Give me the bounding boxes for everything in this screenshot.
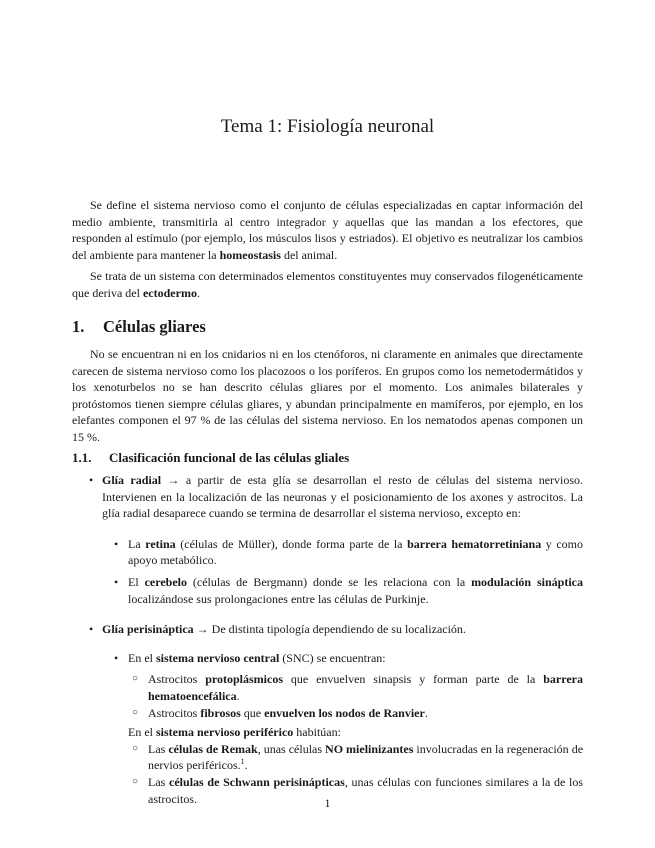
bullet-icon: • [89, 473, 94, 487]
bold-term: envuelven los nodos de Ranvier [264, 705, 425, 720]
text-run: a partir de esta glía se desarrollan el resto de células del sistema nervioso. Intervienen en la localización de las neuronas y el posicionamiento de los axones y astrocitos. La glía radial desaparece cuando se termina de desarrollar el sistema nervioso, excepto en: [102, 473, 584, 521]
text-run: Se trata de un sistema con determinados elementos constituyentes muy conservados filogenéticamente que deriva del [72, 269, 583, 300]
intro-paragraph-2 [72, 268, 583, 301]
circle-bullet-icon: ○ [132, 706, 139, 718]
text-run: (células de Bergmann) donde se les relaciona con la [187, 574, 472, 589]
text-run: involucradas en la regeneración de nervios periféricos. [148, 741, 584, 773]
text-run: del animal. [280, 247, 338, 262]
list-item-retina [102, 536, 583, 569]
bold-term: Glía radial [102, 473, 162, 487]
text-run: localizándose sus prolongaciones entre las células de Purkinje. [128, 591, 429, 606]
bold-term: sistema nervioso central [156, 650, 280, 665]
text-run: que [240, 705, 265, 720]
list-item-astrocitos-fibrosos [128, 705, 583, 722]
bullet-icon: • [114, 650, 119, 665]
list-item-radial [72, 472, 583, 522]
section-number: 1. [72, 317, 85, 336]
bold-term: modulación sináptica [471, 574, 583, 589]
text-run: (células de Müller), donde forma parte de la [175, 536, 408, 551]
text-run: , unas células con funciones similares a la de los astrocitos. [148, 774, 583, 806]
bullet-icon: • [114, 574, 119, 589]
subsection-number: 1.1. [72, 450, 92, 465]
bold-term: cerebelo [144, 574, 187, 589]
text-run: Astrocitos [148, 672, 206, 687]
text-run: . [424, 705, 428, 720]
bullet-icon: • [114, 536, 119, 551]
text-run: (SNC) se encuentran: [279, 650, 386, 665]
document-title: Tema 1: Fisiología neuronal [220, 116, 435, 137]
text-run: La [128, 536, 146, 551]
bold-term: homeostasis [219, 247, 281, 262]
bold-term: retina [145, 536, 176, 551]
bold-term: barrera hematorretiniana [407, 536, 542, 551]
intro-paragraph-1 [72, 197, 583, 263]
list-item-perisinaptica [72, 621, 583, 638]
text-run: . [196, 285, 200, 300]
list-item-remak [128, 741, 583, 774]
classification-list [72, 472, 583, 807]
text-run: De distinta tipología dependiendo de su localización. [208, 622, 466, 637]
bold-term: células de Remak [168, 741, 258, 756]
text-run: En el [128, 725, 156, 740]
text-run: Las [148, 774, 170, 789]
snp-intro-line [128, 724, 583, 741]
page-number: 1 [324, 796, 331, 810]
list-item-astrocitos-protoplasmicos [128, 671, 583, 704]
circle-bullet-icon: ○ [132, 673, 139, 685]
bold-term: Glía perisináptica [102, 622, 194, 637]
bold-term: barrera hematoencefálica [148, 672, 583, 703]
text-run: Astrocitos [148, 705, 201, 720]
text-run: En el [128, 650, 156, 665]
text-run: . [244, 758, 248, 773]
circle-bullet-icon: ○ [132, 775, 139, 787]
bold-term: protoplásmicos [205, 672, 284, 687]
arrow-icon: → [167, 473, 180, 487]
circle-bullet-icon: ○ [132, 742, 139, 754]
bold-term: fibrosos [200, 705, 241, 720]
text-run: Las [148, 741, 169, 756]
text-run: y como apoyo metabólico. [128, 536, 584, 568]
section-title: Células gliares [103, 317, 206, 336]
arrow-icon: → [196, 622, 209, 637]
text-run: , unas células [257, 741, 326, 756]
list-item-cerebelo [102, 574, 583, 607]
bold-term: NO mielinizantes [325, 741, 414, 756]
footnote-marker[interactable]: 1 [240, 757, 245, 767]
text-run: habitúan: [293, 725, 341, 740]
subsection-heading [72, 450, 349, 466]
subsection-title: Clasificación funcional de las células gliales [109, 450, 350, 465]
list-item-snc [102, 650, 583, 667]
bold-term: células de Schwann perisinápticas [169, 774, 345, 789]
section-heading [72, 317, 206, 337]
bold-term: sistema nervioso periférico [156, 725, 294, 740]
text-run: Se define el sistema nervioso como el conjunto de células especializadas en captar información del medio ambiente, transmitirla al centro integrador y aquellas que las mandan a los efectores, que responden al estímulo (por ejemplo, los músculos lisos y estriados). El objetivo es neutralizar los cambios del ambiente para mantener la [72, 198, 583, 262]
bold-term: ectodermo [142, 285, 197, 300]
text-run: que envuelven sinapsis y forman parte de la [283, 672, 544, 687]
section-paragraph: No se encuentran ni en los cnidarios ni en los ctenóforos, ni claramente en animales que directamente carecen de sistema nervioso como los placozoos o los poríferos. En grupos como los nemetodermátidos y los xenoturbelos no se han descrito células gliares por el momento. Los animales bilaterales y protóstomos tienen siempre células gliares, y abundan principalmente en mamíferos, por ejemplo, en los elefantes componen el 97 % de las células del sistema nervioso. En los nematodos apenas componen un 15 %. [72, 347, 583, 444]
text-run: El [128, 574, 145, 589]
text-run: . [236, 688, 240, 703]
bullet-icon: • [89, 622, 94, 637]
